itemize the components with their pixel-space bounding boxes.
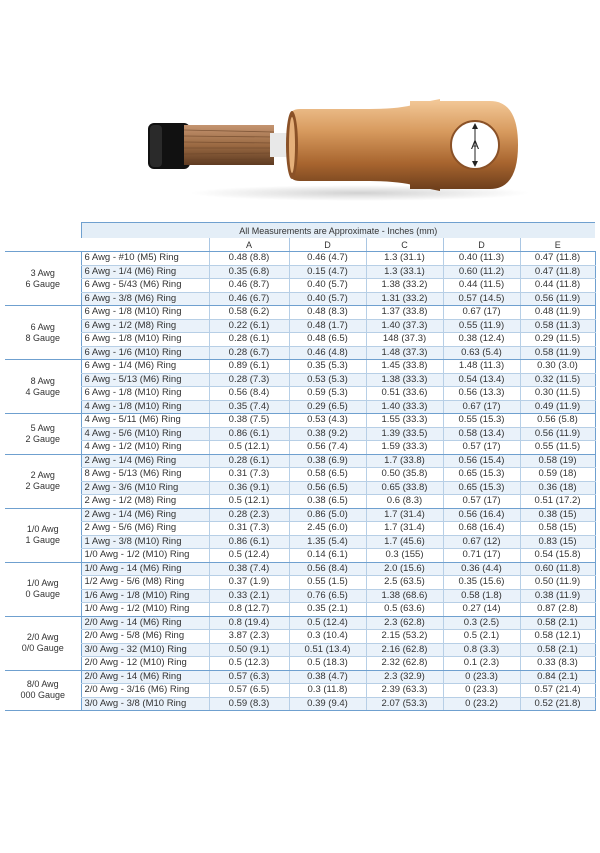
measurement-cell: 0.15 (4.7) <box>289 265 366 279</box>
lug-size-cell: 4 Awg - 1/2 (M10) Ring <box>81 441 209 455</box>
measurement-cell: 0.30 (11.5) <box>520 387 595 401</box>
measurement-cell: 0.5 (12.1) <box>209 441 289 455</box>
measurement-cell: 0.56 (11.9) <box>520 292 595 306</box>
measurement-cell: 0.46 (8.7) <box>209 279 289 293</box>
table-row <box>5 481 595 495</box>
measurement-cell: 0.28 (6.1) <box>209 454 289 468</box>
measurement-cell: 0.8 (12.7) <box>209 603 289 617</box>
measurement-cell: 1.38 (68.6) <box>366 589 443 603</box>
column-header-d2: D <box>443 238 520 252</box>
table-row <box>5 670 595 684</box>
measurement-cell: 0.63 (5.4) <box>443 346 520 360</box>
measurement-cell: 0.28 (7.3) <box>209 373 289 387</box>
measurement-cell: 0.31 (7.3) <box>209 522 289 536</box>
measurement-cell: 0.38 (11.9) <box>520 589 595 603</box>
wire-gauge-group-label <box>5 508 81 562</box>
measurement-cell: 0.29 (11.5) <box>520 333 595 347</box>
table-row <box>5 265 595 279</box>
lug-size-cell: 2/0 Awg - 3/16 (M6) Ring <box>81 684 209 698</box>
measurement-cell: 2.3 (32.9) <box>366 670 443 684</box>
measurement-cell: 0.50 (9.1) <box>209 643 289 657</box>
measurement-cell: 2.5 (63.5) <box>366 576 443 590</box>
gauge-label-line: 2 Gauge <box>25 481 61 491</box>
measurement-cell: 1.3 (31.1) <box>366 252 443 266</box>
measurement-cell: 0.55 (15.3) <box>443 414 520 428</box>
table-row <box>5 616 595 630</box>
measurement-cell: 0.38 (7.4) <box>209 562 289 576</box>
measurement-cell: 0.32 (11.5) <box>520 373 595 387</box>
gauge-label-line: 2 Awg <box>30 470 55 480</box>
table-row <box>5 414 595 428</box>
measurement-cell: 0.58 (12.1) <box>520 630 595 644</box>
measurement-cell: 0.37 (1.9) <box>209 576 289 590</box>
gauge-label-line: 8 Awg <box>30 375 55 386</box>
lug-size-cell: 1 Awg - 3/8 (M10) Ring <box>81 535 209 549</box>
lug-size-cell: 6 Awg - 1/8 (M10) Ring <box>81 306 209 320</box>
wire-gauge-group-label <box>5 562 81 616</box>
measurement-cell: 0.55 (1.5) <box>289 576 366 590</box>
measurement-cell: 0.86 (6.1) <box>209 427 289 441</box>
measurement-cell: 0.50 (35.8) <box>366 468 443 482</box>
table-row <box>5 549 595 563</box>
lug-size-cell: 6 Awg - #10 (M5) Ring <box>81 252 209 266</box>
measurement-cell: 1.40 (33.3) <box>366 400 443 414</box>
measurement-cell: 0.54 (15.8) <box>520 549 595 563</box>
gauge-label-line: 2/0 Awg <box>26 632 59 642</box>
measurement-cell: 0.38 (6.5) <box>289 495 366 509</box>
lug-size-cell: 6 Awg - 1/4 (M6) Ring <box>81 265 209 279</box>
measurement-cell: 2.16 (62.8) <box>366 643 443 657</box>
measurement-cell: 0.8 (19.4) <box>209 616 289 630</box>
measurement-cell: 0.60 (11.8) <box>520 562 595 576</box>
measurement-cell: 0 (23.3) <box>443 670 520 684</box>
lug-size-cell: 3/0 Awg - 3/8 (M10 Ring <box>81 697 209 711</box>
lug-size-cell: 8 Awg - 5/13 (M6) Ring <box>81 468 209 482</box>
measurement-cell: 0.33 (2.1) <box>209 589 289 603</box>
measurement-cell: 148 (37.3) <box>366 333 443 347</box>
measurement-cell: 0.56 (8.4) <box>289 562 366 576</box>
measurement-cell: 0.58 (11.3) <box>520 319 595 333</box>
measurement-cell: 0.29 (6.5) <box>289 400 366 414</box>
measurement-cell: 0.51 (33.6) <box>366 387 443 401</box>
lug-size-cell: 2/0 Awg - 14 (M6) Ring <box>81 616 209 630</box>
table-caption: All Measurements are Approximate - Inches (mm) <box>81 223 595 239</box>
measurement-cell: 0.38 (6.9) <box>289 454 366 468</box>
copper-lug-illustration <box>140 95 530 205</box>
lug-size-cell: 6 Awg - 1/6 (M10) Ring <box>81 346 209 360</box>
measurement-cell: 0.58 (6.2) <box>209 306 289 320</box>
measurement-cell: 0.5 (2.1) <box>443 630 520 644</box>
measurement-cell: 1.35 (5.4) <box>289 535 366 549</box>
table-row <box>5 360 595 374</box>
measurement-cell: 0.28 (2.3) <box>209 508 289 522</box>
table-row <box>5 535 595 549</box>
measurement-cell: 0.27 (14) <box>443 603 520 617</box>
lug-size-cell: 2 Awg - 5/6 (M6) Ring <box>81 522 209 536</box>
measurement-cell: 0.38 (7.5) <box>209 414 289 428</box>
measurement-cell: 1.48 (37.3) <box>366 346 443 360</box>
table-row <box>5 468 595 482</box>
measurement-cell: 0.56 (5.8) <box>520 414 595 428</box>
lug-size-cell: 2 Awg - 1/4 (M6) Ring <box>81 508 209 522</box>
measurement-cell: 0.59 (8.3) <box>209 697 289 711</box>
lug-size-cell: 6 Awg - 1/2 (M8) Ring <box>81 319 209 333</box>
measurement-cell: 0.65 (15.3) <box>443 481 520 495</box>
measurement-cell: 0.71 (17) <box>443 549 520 563</box>
measurement-cell: 1.38 (33.3) <box>366 373 443 387</box>
measurement-cell: 0.57 (6.3) <box>209 670 289 684</box>
measurement-cell: 0.58 (13.4) <box>443 427 520 441</box>
lug-specification-table <box>5 222 596 711</box>
measurement-cell: 0.58 (1.8) <box>443 589 520 603</box>
measurement-cell: 0.38 (9.2) <box>289 427 366 441</box>
lug-size-cell: 2/0 Awg - 5/8 (M6) Ring <box>81 630 209 644</box>
measurement-cell: 0 (23.3) <box>443 684 520 698</box>
lug-size-cell: 2 Awg - 3/6 (M10 Ring <box>81 481 209 495</box>
measurement-cell: 0.46 (4.8) <box>289 346 366 360</box>
measurement-cell: 0.5 (12.1) <box>209 495 289 509</box>
measurement-cell: 0.89 (6.1) <box>209 360 289 374</box>
table-row <box>5 643 595 657</box>
wire-gauge-group-label <box>5 252 81 306</box>
lug-size-cell: 3/0 Awg - 32 (M10) Ring <box>81 643 209 657</box>
measurement-cell: 0.68 (16.4) <box>443 522 520 536</box>
measurement-cell: 0.28 (6.7) <box>209 346 289 360</box>
measurement-cell: 1.7 (31.4) <box>366 508 443 522</box>
lug-size-cell: 1/0 Awg - 1/2 (M10) Ring <box>81 603 209 617</box>
measurement-cell: 0.30 (3.0) <box>520 360 595 374</box>
measurement-cell: 0.38 (12.4) <box>443 333 520 347</box>
lug-size-cell: 2/0 Awg - 12 (M10) Ring <box>81 657 209 671</box>
wire-gauge-group-label <box>5 616 81 670</box>
measurement-cell: 0.36 (18) <box>520 481 595 495</box>
lug-size-cell: 6 Awg - 1/4 (M6) Ring <box>81 360 209 374</box>
measurement-cell: 0.65 (15.3) <box>443 468 520 482</box>
measurement-cell: 1.3 (33.1) <box>366 265 443 279</box>
measurement-cell: 0.38 (4.7) <box>289 670 366 684</box>
ring-terminal-lug-photo <box>140 95 530 205</box>
measurement-cell: 0.47 (11.8) <box>520 265 595 279</box>
gauge-label-line: 1/0 Awg <box>26 578 59 588</box>
measurement-cell: 2.45 (6.0) <box>289 522 366 536</box>
measurement-cell: 1.37 (33.8) <box>366 306 443 320</box>
measurement-cell: 0.51 (17.2) <box>520 495 595 509</box>
table-row <box>5 508 595 522</box>
lug-size-cell: 1/2 Awg - 5/6 (M8) Ring <box>81 576 209 590</box>
measurement-cell: 2.3 (62.8) <box>366 616 443 630</box>
measurement-cell: 0.57 (14.5) <box>443 292 520 306</box>
measurement-cell: 0.57 (17) <box>443 441 520 455</box>
measurement-cell: 0.67 (12) <box>443 535 520 549</box>
measurement-cell: 0.58 (11.9) <box>520 346 595 360</box>
measurement-cell: 0.59 (18) <box>520 468 595 482</box>
table-row <box>5 657 595 671</box>
table-body <box>5 252 595 711</box>
table-row <box>5 333 595 347</box>
measurement-cell: 0.58 (19) <box>520 454 595 468</box>
measurement-cell: 2.0 (15.6) <box>366 562 443 576</box>
measurement-cell: 0.56 (8.4) <box>209 387 289 401</box>
table-row <box>5 522 595 536</box>
measurement-cell: 0.5 (12.4) <box>209 549 289 563</box>
measurement-cell: 0.44 (11.5) <box>443 279 520 293</box>
measurement-cell: 0.60 (11.2) <box>443 265 520 279</box>
gauge-label-line: 5 Awg <box>30 422 55 433</box>
gauge-label-line: 8/0 Awg <box>26 679 59 690</box>
measurement-cell: 0.46 (6.7) <box>209 292 289 306</box>
table-row <box>5 373 595 387</box>
lug-size-cell: 6 Awg - 5/13 (M6) Ring <box>81 373 209 387</box>
measurement-cell: 1.55 (33.3) <box>366 414 443 428</box>
measurement-cell: 0.58 (2.1) <box>520 616 595 630</box>
measurement-cell: 0.76 (6.5) <box>289 589 366 603</box>
wire-gauge-group-label <box>5 670 81 711</box>
measurement-cell: 0.57 (6.5) <box>209 684 289 698</box>
measurement-cell: 0.56 (13.3) <box>443 387 520 401</box>
measurement-cell: 2.07 (53.3) <box>366 697 443 711</box>
gauge-label-line: 0 Gauge <box>25 589 61 599</box>
measurement-cell: 0.67 (17) <box>443 400 520 414</box>
measurement-cell: 2.39 (63.3) <box>366 684 443 698</box>
lug-size-cell: 2/0 Awg - 14 (M6) Ring <box>81 670 209 684</box>
lug-size-cell: 6 Awg - 1/8 (M10) Ring <box>81 333 209 347</box>
table-row <box>5 400 595 414</box>
measurement-cell: 1.38 (33.2) <box>366 279 443 293</box>
table-row <box>5 279 595 293</box>
measurement-cell: 0.35 (2.1) <box>289 603 366 617</box>
measurement-cell: 0.52 (21.8) <box>520 697 595 711</box>
measurement-cell: 0.38 (15) <box>520 508 595 522</box>
measurement-cell: 0.50 (11.9) <box>520 576 595 590</box>
measurement-cell: 0.40 (5.7) <box>289 292 366 306</box>
measurement-cell: 0.5 (18.3) <box>289 657 366 671</box>
measurement-cell: 0.48 (8.3) <box>289 306 366 320</box>
measurement-cell: 0.31 (7.3) <box>209 468 289 482</box>
measurement-cell: 0.5 (12.3) <box>209 657 289 671</box>
table-row <box>5 306 595 320</box>
table-row <box>5 252 595 266</box>
measurement-cell: 0.35 (6.8) <box>209 265 289 279</box>
measurement-cell: 0.56 (7.4) <box>289 441 366 455</box>
table-row <box>5 589 595 603</box>
table-row <box>5 441 595 455</box>
lug-size-cell: 4 Awg - 5/6 (M10) Ring <box>81 427 209 441</box>
measurement-cell: 0.51 (13.4) <box>289 643 366 657</box>
wire-gauge-group-label <box>5 306 81 360</box>
lug-size-cell: 1/6 Awg - 1/8 (M10) Ring <box>81 589 209 603</box>
measurement-cell: 1.7 (31.4) <box>366 522 443 536</box>
gauge-label-line: 6 Awg <box>30 321 55 332</box>
measurement-cell: 0.35 (7.4) <box>209 400 289 414</box>
measurement-cell: 0.58 (15) <box>520 522 595 536</box>
measurement-cell: 0.57 (17) <box>443 495 520 509</box>
column-header-e: E <box>520 238 595 252</box>
table-row <box>5 562 595 576</box>
measurement-cell: 2.15 (53.2) <box>366 630 443 644</box>
table-row <box>5 292 595 306</box>
lug-size-cell: 6 Awg - 5/43 (M6) Ring <box>81 279 209 293</box>
measurement-cell: 1.39 (33.5) <box>366 427 443 441</box>
measurement-cell: 0.28 (6.1) <box>209 333 289 347</box>
measurement-cell: 1.48 (11.3) <box>443 360 520 374</box>
measurement-cell: 0.1 (2.3) <box>443 657 520 671</box>
measurement-cell: 1.45 (33.8) <box>366 360 443 374</box>
gauge-label-line: 1/0 Awg <box>26 524 59 534</box>
measurement-cell: 0.48 (1.7) <box>289 319 366 333</box>
measurement-cell: 0.14 (6.1) <box>289 549 366 563</box>
measurement-cell: 0.48 (6.5) <box>289 333 366 347</box>
table-row <box>5 576 595 590</box>
measurement-cell: 0.40 (5.7) <box>289 279 366 293</box>
gauge-label-line: 6 Gauge <box>25 278 61 289</box>
gauge-label-line: 000 Gauge <box>20 690 66 701</box>
gauge-label-line: 8 Gauge <box>25 332 61 343</box>
measurement-cell: 0.3 (11.8) <box>289 684 366 698</box>
measurement-cell: 0.59 (5.3) <box>289 387 366 401</box>
measurement-cell: 0.44 (11.8) <box>520 279 595 293</box>
measurement-cell: 1.7 (33.8) <box>366 454 443 468</box>
column-header-d: D <box>289 238 366 252</box>
lug-size-cell: 1/0 Awg - 14 (M6) Ring <box>81 562 209 576</box>
gauge-label-line: 3 Awg <box>30 267 55 278</box>
lug-size-cell: 1/0 Awg - 1/2 (M10) Ring <box>81 549 209 563</box>
hole-dimension-marker: A <box>470 138 480 152</box>
measurement-cell: 0.3 (2.5) <box>443 616 520 630</box>
measurement-cell: 0.5 (12.4) <box>289 616 366 630</box>
measurement-cell: 0.48 (8.8) <box>209 252 289 266</box>
wire-gauge-group-label <box>5 360 81 414</box>
table-row <box>5 427 595 441</box>
measurement-cell: 0.36 (9.1) <box>209 481 289 495</box>
measurement-cell: 0.6 (8.3) <box>366 495 443 509</box>
table-row <box>5 603 595 617</box>
measurement-cell: 3.87 (2.3) <box>209 630 289 644</box>
table-row <box>5 454 595 468</box>
measurement-cell: 0.56 (15.4) <box>443 454 520 468</box>
measurement-cell: 0.83 (15) <box>520 535 595 549</box>
measurement-cell: 0.33 (8.3) <box>520 657 595 671</box>
measurement-cell: 0.47 (11.8) <box>520 252 595 266</box>
measurement-cell: 0.35 (5.3) <box>289 360 366 374</box>
column-header-a: A <box>209 238 289 252</box>
measurement-cell: 0.58 (6.5) <box>289 468 366 482</box>
measurement-cell: 0.48 (11.9) <box>520 306 595 320</box>
measurement-cell: 1.40 (37.3) <box>366 319 443 333</box>
measurement-cell: 0.67 (17) <box>443 306 520 320</box>
table-row <box>5 697 595 711</box>
column-header-c: C <box>366 238 443 252</box>
measurement-cell: 0.5 (63.6) <box>366 603 443 617</box>
table-row <box>5 684 595 698</box>
gauge-label-line: 4 Gauge <box>25 386 61 397</box>
measurement-cell: 1.59 (33.3) <box>366 441 443 455</box>
measurement-cell: 0.84 (2.1) <box>520 670 595 684</box>
gauge-label-line: 0/0 Gauge <box>21 643 64 653</box>
measurement-cell: 0.40 (11.3) <box>443 252 520 266</box>
measurement-cell: 0.3 (10.4) <box>289 630 366 644</box>
measurement-cell: 0.58 (2.1) <box>520 643 595 657</box>
measurement-cell: 0.55 (11.5) <box>520 441 595 455</box>
lug-size-cell: 4 Awg - 1/8 (M10) Ring <box>81 400 209 414</box>
measurement-cell: 0.57 (21.4) <box>520 684 595 698</box>
measurement-cell: 1.31 (33.2) <box>366 292 443 306</box>
table-row <box>5 495 595 509</box>
measurement-cell: 0.36 (4.4) <box>443 562 520 576</box>
measurement-cell: 0.65 (33.8) <box>366 481 443 495</box>
table-row <box>5 319 595 333</box>
measurement-cell: 0.22 (6.1) <box>209 319 289 333</box>
lug-size-cell: 6 Awg - 1/8 (M10) Ring <box>81 387 209 401</box>
measurement-cell: 0.54 (13.4) <box>443 373 520 387</box>
measurement-cell: 0 (23.2) <box>443 697 520 711</box>
measurement-cell: 1.7 (45.6) <box>366 535 443 549</box>
measurement-cell: 0.3 (155) <box>366 549 443 563</box>
measurement-cell: 2.32 (62.8) <box>366 657 443 671</box>
measurement-cell: 0.53 (4.3) <box>289 414 366 428</box>
measurement-cell: 0.87 (2.8) <box>520 603 595 617</box>
measurement-cell: 0.39 (9.4) <box>289 697 366 711</box>
table-row <box>5 346 595 360</box>
measurement-cell: 0.53 (5.3) <box>289 373 366 387</box>
table-row <box>5 387 595 401</box>
wire-gauge-group-label <box>5 414 81 455</box>
measurement-cell: 0.46 (4.7) <box>289 252 366 266</box>
gauge-label-line: 1 Gauge <box>25 535 61 545</box>
lug-size-cell: 6 Awg - 3/8 (M6) Ring <box>81 292 209 306</box>
table-row <box>5 630 595 644</box>
lug-size-cell: 4 Awg - 5/11 (M6) Ring <box>81 414 209 428</box>
gauge-label-line: 2 Gauge <box>25 433 61 444</box>
measurement-cell: 0.35 (15.6) <box>443 576 520 590</box>
measurement-cell: 0.56 (11.9) <box>520 427 595 441</box>
measurement-cell: 0.86 (6.1) <box>209 535 289 549</box>
measurement-cell: 0.49 (11.9) <box>520 400 595 414</box>
measurement-cell: 0.56 (16.4) <box>443 508 520 522</box>
measurement-cell: 0.8 (3.3) <box>443 643 520 657</box>
lug-size-cell: 2 Awg - 1/4 (M6) Ring <box>81 454 209 468</box>
wire-gauge-group-label <box>5 454 81 508</box>
measurement-cell: 0.86 (5.0) <box>289 508 366 522</box>
measurement-cell: 0.55 (11.9) <box>443 319 520 333</box>
lug-size-cell: 2 Awg - 1/2 (M8) Ring <box>81 495 209 509</box>
measurement-cell: 0.56 (6.5) <box>289 481 366 495</box>
